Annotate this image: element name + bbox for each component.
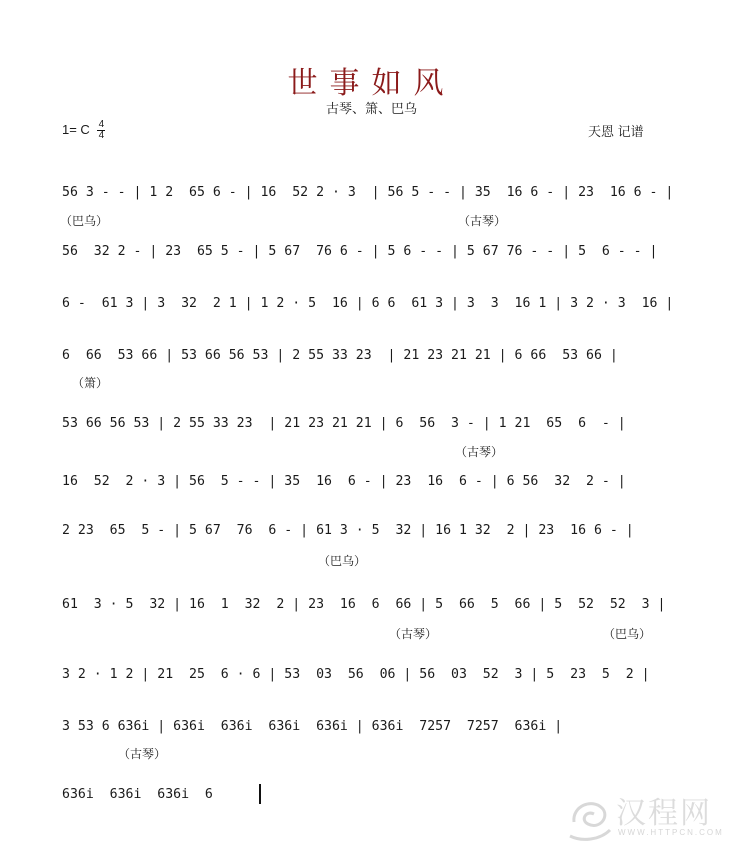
song-title: 世事如风	[287, 66, 456, 101]
annotation-guqin: （古琴）	[458, 214, 507, 228]
annotation-guqin: （古琴）	[389, 627, 438, 641]
staff-line-1: 56 3 - - | 1 2 65 6 - | 16 52 2 · 3 | 56 5 - - | 35 16 6 - | 23 16 6 - |	[62, 185, 674, 200]
time-bottom: 4	[98, 130, 105, 141]
annotation-xiao: （箫）	[72, 376, 109, 390]
transcriber-credit: 天恩 记谱	[588, 124, 644, 139]
instrument-list: 古琴、箫、巴乌	[325, 101, 417, 116]
time-signature	[97, 120, 105, 141]
key-signature	[62, 120, 105, 141]
staff-line-11: 636i 636i 636i 6	[62, 787, 213, 802]
key-label: 1= C	[62, 121, 90, 137]
staff-line-9: 3 2 · 1 2 | 21 25 6 · 6 | 53 03 56 06 | 56 03 52 3 | 5 23 5 2 |	[62, 667, 650, 682]
staff-line-5: 53 66 56 53 | 2 55 33 23 | 21 23 21 21 | 6 56 3 - | 1 21 65 6 - |	[62, 416, 626, 431]
annotation-bawu: （巴乌）	[318, 554, 367, 568]
staff-line-4: 6 66 53 66 | 53 66 56 53 | 2 55 33 23 | 21 23 21 21 | 6 66 53 66 |	[62, 348, 618, 363]
watermark-url: WWW.HTTPCN.COM	[618, 828, 724, 837]
annotation-guqin: （古琴）	[455, 445, 504, 459]
watermark	[566, 788, 736, 850]
time-top: 4	[98, 119, 105, 130]
staff-line-6: 16 52 2 · 3 | 56 5 - - | 35 16 6 - | 23 16 6 - | 6 56 32 2 - |	[62, 474, 626, 489]
staff-line-10: 3 53 6 636i | 636i 636i 636i 636i | 636i 7257 7257 636i |	[62, 719, 563, 734]
final-barline	[259, 784, 261, 804]
staff-line-2: 56 32 2 - | 23 65 5 - | 5 67 76 6 - | 5 6 - - | 5 67 76 - - | 5 6 - - |	[62, 244, 658, 259]
annotation-guqin: （古琴）	[118, 747, 167, 761]
staff-line-8: 61 3 · 5 32 | 16 1 32 2 | 23 16 6 66 | 5 66 5 66 | 5 52 52 3 |	[62, 597, 666, 612]
staff-line-3: 6 - 61 3 | 3 32 2 1 | 1 2 · 5 16 | 6 6 61 3 | 3 3 16 1 | 3 2 · 3 16 |	[62, 296, 674, 311]
annotation-bawu: （巴乌）	[60, 214, 109, 228]
annotation-bawu: （巴乌）	[603, 627, 652, 641]
watermark-logo-icon	[566, 792, 616, 844]
staff-line-7: 2 23 65 5 - | 5 67 76 6 - | 61 3 · 5 32 | 16 1 32 2 | 23 16 6 - |	[62, 523, 634, 538]
watermark-text: 汉程网	[616, 796, 712, 831]
